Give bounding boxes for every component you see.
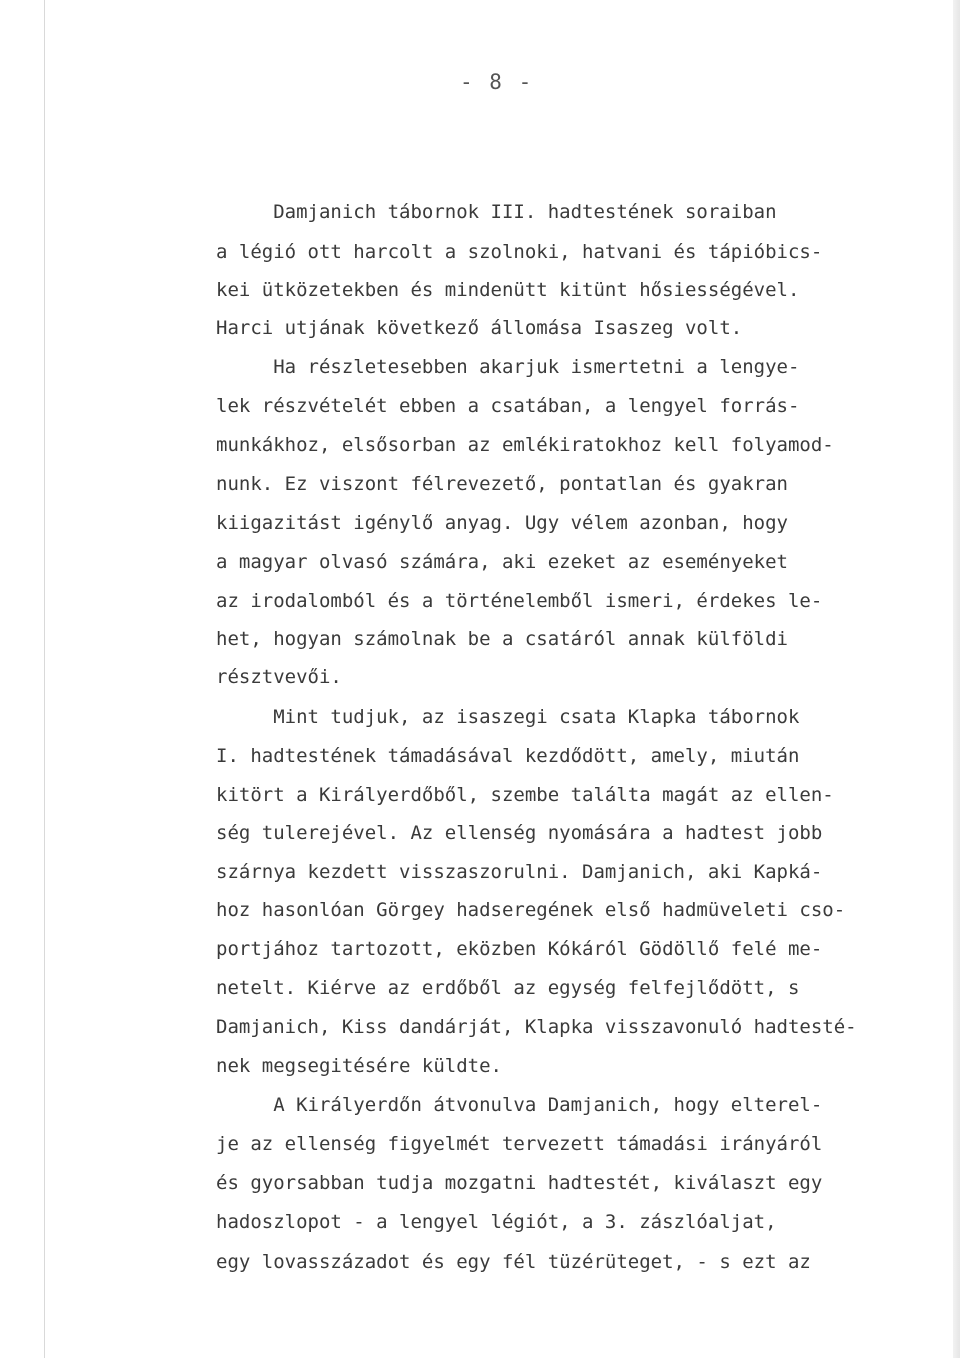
text-line: szárnya kezdett visszaszorulni. Damjanich, aki Kapká- [216,861,823,883]
text-line: hadoszlopot - a lengyel légiót, a 3. zászlóaljat, [216,1211,777,1233]
text-line: ség tulerejével. Az ellenség nyomására a hadtest jobb [216,822,823,844]
text-line: je az ellenség figyelmét tervezett támadási irányáról [216,1133,823,1155]
text-line: az irodalomból és a történelemből ismeri, érdekes le- [216,590,823,612]
text-line: I. hadtestének támadásával kezdődött, amely, miután [216,745,800,767]
text-line: Mint tudjuk, az isaszegi csata Klapka tábornok [216,706,800,728]
text-line: Ha részletesebben akarjuk ismertetni a lengye- [216,356,800,378]
text-line: kiigazitást igénylő anyag. Ugy vélem azonban, hogy [216,512,788,534]
text-line: egy lovasszázadot és egy fél tüzérüteget, - s ezt az [216,1251,811,1273]
text-line: nek megsegitésére küldte. [216,1055,502,1077]
text-line: kitört a Királyerdőből, szembe találta magát az ellen- [216,784,834,806]
text-line: Damjanich, Kiss dandárját, Klapka visszavonuló hadtesté- [216,1016,857,1038]
text-line: lek részvételét ebben a csatában, a lengyel forrás- [216,395,800,417]
text-line: netelt. Kiérve az erdőből az egység felfejlődött, s [216,977,800,999]
text-line: het, hogyan számolnak be a csatáról annak külföldi [216,628,788,650]
text-line: a magyar olvasó számára, aki ezeket az eseményeket [216,551,788,573]
text-line: Harci utjának következő állomása Isaszeg volt. [216,317,743,339]
text-line: nunk. Ez viszont félrevezető, pontatlan és gyakran [216,473,788,495]
page-left-edge [44,0,45,1358]
text-line: Damjanich tábornok III. hadtestének soraiban [216,201,777,223]
text-line: A Királyerdőn átvonulva Damjanich, hogy elterel- [216,1094,823,1116]
text-line: hoz hasonlóan Görgey hadseregének első hadmüveleti cso- [216,899,846,921]
text-line: és gyorsabban tudja mozgatni hadtestét, kiválaszt egy [216,1172,823,1194]
page-number: - 8 - [460,70,534,94]
text-line: munkákhoz, elsősorban az emlékiratokhoz kell folyamod- [216,434,834,456]
text-line: a légió ott harcolt a szolnoki, hatvani és tápióbics- [216,241,823,263]
page-right-edge [953,0,960,1358]
text-line: portjához tartozott, eközben Kókáról Gödöllő felé me- [216,938,823,960]
text-line: kei ütközetekben és mindenütt kitünt hősiességével. [216,279,800,301]
text-line: résztvevői. [216,666,342,688]
